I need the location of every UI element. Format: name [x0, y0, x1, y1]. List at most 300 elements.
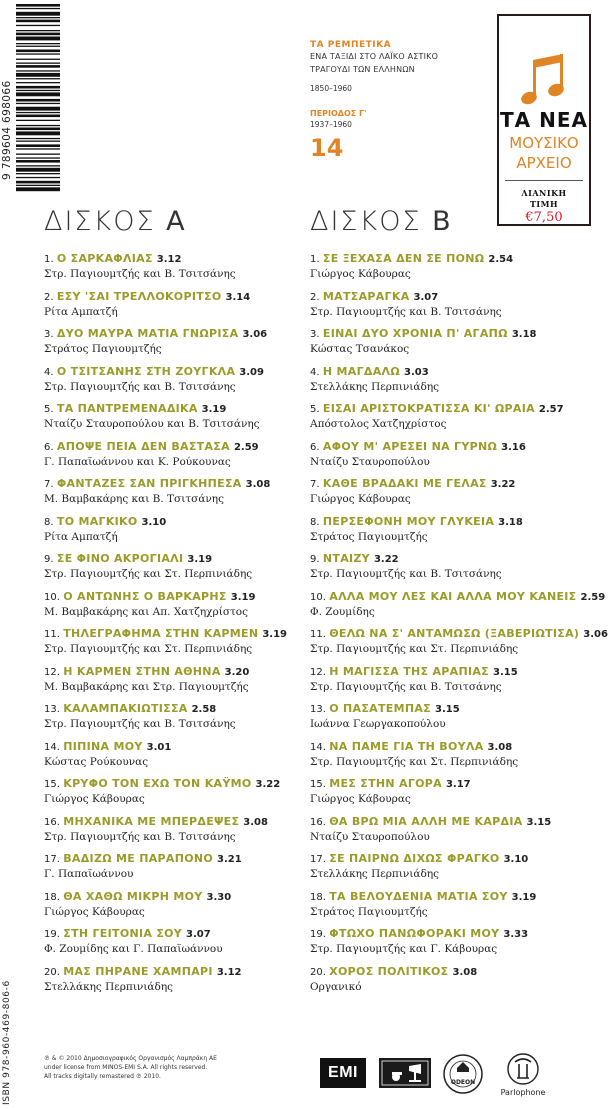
track-artist: Στρ. Παγιουμτζής και Β. Τσιτσάνης: [44, 268, 236, 280]
barcode-bar: [16, 25, 60, 26]
price-label-line2: ΤΙΜΗ: [529, 199, 559, 209]
track-duration: 3.22: [490, 479, 516, 490]
track-title: ΘΕΛΩ ΝΑ Σ' ΑΝΤΑΜΩΣΩ (ΞΑΒΕΡΙΩΤΙΣΑ): [329, 627, 580, 640]
track-artist: Στράτος Παγιουμτζής: [310, 905, 428, 918]
track-heading: [44, 815, 302, 830]
track-duration: 3.07: [413, 291, 439, 303]
track-number: 7.: [44, 479, 54, 490]
track-title: Η ΚΑΡΜΕΝ ΣΤΗΝ ΑΘΗΝΑ: [63, 664, 221, 678]
track-heading: [310, 627, 608, 642]
track-title: Ο ΣΑΡΚΑΦΛΙΑΣ: [56, 252, 153, 265]
track-duration: 2.59: [233, 441, 259, 453]
barcode-bar: [16, 177, 60, 178]
track-number: 1.: [44, 254, 54, 265]
track-heading: [310, 589, 606, 605]
track-number: 4.: [310, 366, 320, 378]
barcode-bar: [16, 92, 60, 96]
ta-nea-logo-box: [497, 14, 591, 226]
track-title: ΠΙΠΙΝΑ ΜΟΥ: [63, 739, 143, 753]
barcode-bar: [16, 148, 60, 149]
barcode-bar: [16, 12, 60, 16]
track-title: ΤΑ ΒΕΛΟΥΔΕΝΙΑ ΜΑΤΙΑ ΣΟΥ: [329, 889, 508, 903]
track-duration: 3.19: [262, 629, 288, 640]
track-duration: 3.18: [511, 329, 537, 340]
track-item: [44, 846, 302, 884]
track-duration: 3.17: [445, 779, 471, 790]
track-item: [44, 471, 302, 509]
track-artist: Κώστας Τσανάκος: [310, 343, 410, 355]
track-item: [310, 509, 600, 547]
track-artist: Στρ. Παγιουμτζής και Στ. Περπινιάδης: [310, 755, 519, 768]
track-number: 9.: [310, 554, 320, 565]
barcode-bar: [16, 99, 60, 102]
track-heading: [310, 665, 600, 680]
track-artist: Γιώργος Κάβουρας: [310, 493, 411, 505]
volume-number: 14: [310, 134, 344, 162]
track-heading: [310, 515, 600, 530]
track-heading: [310, 440, 600, 455]
track-title: ΦΑΝΤΑΖΕΣ ΣΑΝ ΠΡΙΓΚΗΠΕΣΑ: [56, 477, 242, 490]
track-number: 15.: [44, 779, 60, 790]
barcode-bar: [16, 103, 60, 104]
copyright-credits: [44, 1054, 294, 1081]
track-item: [310, 809, 600, 847]
track-artist: Ρίτα Αμπατζή: [44, 305, 118, 318]
disc-b-tracks: [310, 246, 608, 996]
track-number: 8.: [310, 516, 320, 528]
barcode-bar: [16, 185, 60, 186]
track-artist: Στρ. Παγιουμτζής και Β. Τσιτσάνης: [44, 830, 236, 843]
track-item: [310, 246, 600, 284]
track-number: 5.: [44, 404, 54, 415]
track-title: ΤΟ ΜΑΓΚΙΚΟ: [56, 514, 138, 528]
series-title: ΤΑ ΡΕΜΠΕΤΙΚΑ: [310, 40, 392, 50]
price-value: €7,50: [525, 210, 563, 225]
track-item: [44, 884, 302, 922]
track-heading: [44, 665, 302, 680]
track-number: 4.: [44, 366, 54, 378]
track-duration: 3.10: [141, 516, 167, 528]
barcode-bar: [16, 30, 60, 31]
odeon-logo-icon: [443, 1054, 483, 1094]
track-number: 14.: [310, 741, 326, 753]
track-artist: Νταίζυ Σταυροπούλου: [310, 830, 430, 843]
track-artist: Γιώργος Κάβουρας: [310, 268, 411, 280]
barcode-bar: [16, 187, 60, 191]
track-artist: Κώστας Ρούκουνας: [44, 755, 149, 768]
track-title: ΘΑ ΒΡΩ ΜΙΑ ΑΛΛΗ ΜΕ ΚΑΡΔΙΑ: [329, 814, 523, 828]
track-number: 19.: [44, 929, 60, 940]
track-item: [310, 696, 600, 734]
barcode-bar: [16, 46, 60, 47]
barcode-bar: [16, 82, 60, 83]
track-duration: 2.58: [191, 704, 217, 715]
track-item: [44, 809, 302, 847]
track-heading: [44, 327, 302, 342]
track-artist: Μ. Βαμβακάρης και Β. Τσιτσάνης: [44, 493, 224, 505]
track-heading: [44, 402, 302, 417]
barcode-bar: [16, 107, 60, 111]
track-heading: [44, 252, 302, 267]
barcode-bar: [16, 59, 60, 60]
track-heading: [44, 890, 302, 905]
track-title: ΣΕ ΠΑΙΡΝΩ ΔΙΧΩΣ ΦΡΑΓΚΟ: [329, 852, 500, 865]
track-heading: [310, 815, 600, 830]
track-duration: 3.19: [201, 404, 227, 415]
track-item: [44, 584, 302, 622]
track-artist: Στελλάκης Περπινιάδης: [310, 380, 440, 393]
track-duration: 3.09: [239, 366, 264, 378]
barcode-bar: [16, 112, 60, 113]
his-masters-voice-logo-icon: [379, 1058, 431, 1088]
track-artist: Φ. Ζουμίδης και Γ. Παπαϊωάννου: [44, 943, 223, 955]
track-title: Ο ΠΑΣΑΤΕΜΠΑΣ: [329, 702, 431, 715]
track-title: ΣΕ ΞΕΧΑΣΑ ΔΕΝ ΣΕ ΠΟΝΩ: [322, 252, 485, 265]
track-item: [310, 921, 600, 959]
track-item: [310, 959, 600, 997]
track-heading: [310, 552, 600, 567]
music-note-icon: [519, 52, 569, 108]
track-heading: [310, 252, 600, 267]
track-title: ΘΑ ΧΑΘΩ ΜΙΚΡΗ ΜΟΥ: [63, 889, 203, 903]
track-title: ΝΤΑΙΖΥ: [322, 552, 370, 565]
track-artist: Νταίζυ Σταυροπούλου και Β. Τσιτσάνης: [44, 418, 260, 430]
track-title: ΣΕ ΦΙΝΟ ΑΚΡΟΓΙΑΛΙ: [56, 552, 184, 565]
barcode-bar: [16, 73, 60, 77]
track-title: ΒΑΔΙΖΩ ΜΕ ΠΑΡΑΠΟΝΟ: [63, 852, 214, 865]
track-heading: [310, 402, 600, 417]
logo-name: ΤΑ ΝΕΑ: [500, 108, 588, 132]
track-heading: [44, 365, 302, 380]
track-artist: Μ. Βαμβακάρης και Απ. Χατζηχρίστος: [44, 605, 249, 618]
logo-subtitle-line1: ΜΟΥΣΙΚΟ: [509, 134, 579, 152]
track-heading: [310, 477, 600, 492]
track-artist: Γιώργος Κάβουρας: [44, 793, 145, 805]
track-heading: [310, 777, 600, 792]
track-title: Ο ΤΣΙΤΣΑΝΗΣ ΣΤΗ ΖΟΥΓΚΛΑ: [56, 364, 236, 378]
track-artist: Στρ. Παγιουμτζής και Β. Τσιτσάνης: [44, 380, 236, 393]
track-artist: Γ. Παπαϊωάννου και Κ. Ρούκουνας: [44, 455, 231, 468]
track-number: 6.: [44, 441, 54, 453]
credits-line1: ℗ & © 2010 Δημοσιογραφικός Οργανισμός Λαμπράκη ΑΕ: [44, 1055, 217, 1062]
track-number: 17.: [310, 854, 326, 865]
track-item: [310, 434, 600, 472]
track-artist: Ιωάννα Γεωργακοπούλου: [310, 718, 446, 730]
track-artist: Στρ. Παγιουμτζής και Β. Τσιτσάνης: [310, 305, 502, 318]
barcode-bar: [16, 63, 60, 64]
track-title: ΚΡΥΦΟ ΤΟΝ ΕΧΩ ΤΟΝ ΚΑΫΜΟ: [63, 777, 252, 790]
track-artist: Γ. Παπαϊωάννου: [44, 868, 134, 880]
series-header: [310, 40, 500, 161]
barcode-bar: [16, 141, 60, 142]
track-title: ΤΗΛΕΓΡΑΦΗΜΑ ΣΤΗΝ ΚΑΡΜΕΝ: [63, 627, 259, 640]
period-years: 1937–1960: [310, 120, 352, 129]
barcode-bar: [16, 4, 60, 7]
disc-b-heading: [310, 206, 600, 246]
track-number: 16.: [44, 816, 60, 828]
track-item: [44, 696, 302, 734]
track-item: [44, 546, 302, 584]
track-heading: [44, 552, 302, 567]
parlophone-label: Parlophone: [500, 1088, 546, 1097]
track-title: ΧΟΡΟΣ ΠΟΛΙΤΙΚΟΣ: [329, 964, 449, 978]
barcode-bar: [16, 157, 60, 158]
track-title: ΜΗΧΑΝΙΚΑ ΜΕ ΜΠΕΡΔΕΨΕΣ: [63, 814, 240, 828]
barcode-bar: [16, 154, 60, 155]
track-item: [44, 959, 302, 997]
track-title: ΜΕΣ ΣΤΗΝ ΑΓΟΡΑ: [329, 777, 442, 790]
track-number: 10.: [310, 591, 326, 603]
record-label-logos: [315, 1052, 595, 1102]
barcode-bar: [16, 43, 60, 44]
track-duration: 3.22: [255, 779, 281, 790]
track-duration: 3.21: [217, 854, 242, 865]
track-duration: 3.07: [186, 929, 211, 940]
track-duration: 3.10: [503, 854, 529, 865]
track-number: 13.: [44, 704, 60, 715]
track-heading: [310, 327, 600, 342]
barcode-bar: [16, 78, 60, 79]
barcode-bar: [16, 20, 60, 23]
barcode-bar: [16, 128, 60, 131]
price-label-line1: ΛΙΑΝΙΚΗ: [521, 188, 567, 198]
track-duration: 3.06: [583, 629, 608, 640]
track-artist: Οργανικό: [310, 980, 362, 993]
barcode-bar: [16, 165, 60, 166]
track-duration: 3.08: [452, 966, 478, 978]
track-title: ΕΙΝΑΙ ΔΥΟ ΧΡΟΝΙΑ Π' ΑΓΑΠΩ: [322, 327, 508, 340]
emi-logo: EMI: [320, 1058, 366, 1088]
track-heading: [44, 927, 302, 942]
track-heading: [310, 852, 600, 867]
track-artist: Στρ. Παγιουμτζής και Β. Τσιτσάνης: [44, 718, 236, 730]
track-title: ΚΑΛΑΜΠΑΚΙΩΤΙΣΣΑ: [63, 702, 188, 715]
track-item: [310, 621, 608, 659]
track-artist: Στρ. Παγιουμτζής και Β. Τσιτσάνης: [310, 680, 502, 693]
track-artist: Νταίζυ Σταυροπούλου: [310, 455, 430, 468]
barcode-bar: [16, 37, 60, 41]
track-number: 20.: [310, 966, 326, 978]
period-label: ΠΕΡΙΟΔΟΣ Γ': [310, 109, 367, 118]
barcode-bar: [16, 144, 60, 147]
track-heading: [44, 965, 302, 980]
track-number: 5.: [310, 404, 320, 415]
track-duration: 3.08: [243, 816, 268, 828]
series-subtitle-line1: ΕΝΑ ΤΑΞΙΔΙ ΣΤΟ ΛΑΪΚΟ ΑΣΤΙΚΟ: [310, 52, 439, 61]
track-item: [44, 771, 302, 809]
track-item: [310, 846, 600, 884]
track-duration: 3.18: [498, 516, 523, 528]
logo-subtitle-line2: ΑΡΧΕΙΟ: [516, 154, 572, 172]
track-number: 10.: [44, 591, 60, 603]
barcode-bar: [16, 115, 60, 118]
barcode-bar: [16, 86, 60, 89]
track-heading: [44, 740, 302, 755]
track-number: 1.: [310, 254, 320, 265]
track-duration: 3.19: [511, 891, 537, 903]
track-number: 3.: [44, 329, 54, 340]
track-item: [310, 359, 600, 397]
track-number: 11.: [310, 629, 326, 640]
barcode-bar: [16, 90, 60, 91]
track-duration: 3.30: [206, 891, 232, 903]
track-number: 6.: [310, 441, 320, 453]
track-heading: [44, 777, 302, 792]
track-title: Ο ΑΝΤΩΝΗΣ Ο ΒΑΡΚΑΡΗΣ: [63, 589, 227, 603]
track-number: 13.: [310, 704, 326, 715]
track-number: 12.: [44, 666, 60, 678]
barcode-bar: [16, 120, 60, 121]
track-heading: [310, 290, 600, 305]
track-artist: Στράτος Παγιουμτζής: [310, 530, 428, 543]
barcode-bar: [16, 160, 60, 163]
track-heading: [44, 290, 302, 305]
track-title: ΑΠΟΨΕ ΠΕΙΑ ΔΕΝ ΒΑΣΤΑΣΑ: [56, 439, 230, 453]
track-item: [44, 284, 302, 322]
track-artist: Στελλάκης Περπινιάδης: [310, 868, 440, 880]
barcode-bar: [16, 138, 60, 139]
track-duration: 3.15: [493, 666, 518, 678]
barcode-bar: [16, 65, 60, 68]
track-duration: 2.57: [538, 404, 564, 415]
logo-area: [499, 16, 589, 174]
price-divider: [505, 180, 583, 181]
track-item: [310, 884, 600, 922]
track-title: ΦΤΩΧΟ ΠΑΝΩΦΟΡΑΚΙ ΜΟΥ: [329, 927, 500, 940]
track-duration: 3.16: [501, 441, 526, 453]
track-number: 14.: [44, 741, 60, 753]
disc-a-tracklist: [44, 206, 302, 996]
track-number: 19.: [310, 929, 326, 940]
disc-b-tracklist: [310, 206, 608, 996]
barcode-bars: [16, 0, 60, 196]
parlophone-logo: [493, 1052, 553, 1100]
barcode-bar: [16, 168, 60, 172]
barcode-bar: [16, 181, 60, 184]
track-item: [44, 921, 302, 959]
track-artist: Στράτος Παγιουμτζής: [44, 343, 162, 355]
track-artist: Γιώργος Κάβουρας: [44, 905, 145, 918]
track-title: ΚΑΘΕ ΒΡΑΔΑΚΙ ΜΕ ΓΕΛΑΣ: [322, 477, 487, 490]
track-duration: 3.12: [156, 254, 182, 265]
track-artist: Στρ. Παγιουμτζής και Γ. Κάβουρας: [310, 943, 498, 955]
track-number: 18.: [44, 891, 60, 903]
track-item: [44, 246, 302, 284]
disc-a-tracks: [44, 246, 302, 996]
track-item: [310, 659, 600, 697]
track-heading: [310, 702, 600, 717]
track-heading: [44, 590, 302, 605]
track-duration: 3.03: [404, 366, 429, 378]
track-item: [44, 359, 302, 397]
track-artist: Στρ. Παγιουμτζής και Στ. Περπινιάδης: [310, 643, 519, 655]
track-number: 3.: [310, 329, 320, 340]
track-number: 12.: [310, 666, 326, 678]
track-duration: 3.08: [487, 741, 513, 753]
track-duration: 3.22: [373, 554, 399, 565]
track-heading: [310, 740, 600, 755]
track-artist: Γιώργος Κάβουρας: [310, 793, 411, 805]
track-heading: [44, 702, 302, 717]
track-heading: [44, 627, 302, 642]
track-artist: Στρ. Παγιουμτζής και Στ. Περπινιάδης: [44, 568, 253, 580]
track-title: ΑΛΛΑ ΜΟΥ ΛΕΣ ΚΑΙ ΑΛΛΑ ΜΟΥ ΚΑΝΕΙΣ: [329, 589, 577, 603]
track-duration: 3.33: [503, 929, 529, 940]
track-artist: Απόστολος Χατζηχρίστος: [310, 418, 447, 430]
track-number: 8.: [44, 516, 54, 528]
track-title: ΕΙΣΑΙ ΑΡΙΣΤΟΚΡΑΤΙΣΣΑ ΚΙ' ΩΡΑΙΑ: [322, 402, 535, 415]
track-item: [44, 621, 302, 659]
track-item: [44, 734, 302, 772]
track-duration: 2.54: [488, 254, 514, 265]
track-item: [310, 584, 606, 622]
barcode: [0, 0, 60, 196]
series-subtitle-line2: ΤΡΑΓΟΥΔΙ ΤΩΝ ΕΛΛΗΝΩΝ: [310, 65, 415, 74]
track-item: [310, 734, 600, 772]
track-artist: Ρίτα Αμπατζή: [44, 530, 118, 543]
barcode-digits: 9 789604 698066: [1, 80, 13, 180]
track-item: [44, 659, 302, 697]
track-duration: 3.12: [216, 966, 242, 978]
track-number: 2.: [310, 291, 320, 303]
track-number: 20.: [44, 966, 60, 978]
track-heading: [310, 927, 600, 942]
parlophone-emblem-icon: [493, 1052, 553, 1086]
track-number: 17.: [44, 854, 60, 865]
track-duration: 3.06: [242, 329, 268, 340]
series-years: 1850–1960: [310, 84, 352, 93]
disc-a-heading: [44, 206, 302, 246]
track-artist: Στελλάκης Περπινιάδης: [44, 980, 174, 993]
disc-a-letter: Α: [166, 206, 187, 237]
track-duration: 3.19: [230, 591, 256, 603]
barcode-bar: [16, 33, 60, 36]
track-artist: Φ. Ζουμίδης: [310, 605, 375, 618]
track-item: [310, 546, 600, 584]
isbn: ISBN 978-960-469-806-6: [2, 980, 12, 1105]
track-title: ΝΑ ΠΑΜΕ ΓΙΑ ΤΗ ΒΟΥΛΑ: [329, 739, 484, 753]
track-title: ΣΤΗ ΓΕΙΤΟΝΙΑ ΣΟΥ: [63, 927, 183, 940]
track-duration: 3.15: [434, 704, 460, 715]
track-title: ΜΑΤΣΑΡΑΓΚΑ: [322, 289, 410, 303]
track-item: [310, 396, 600, 434]
track-duration: 3.19: [187, 554, 213, 565]
track-heading: [310, 965, 600, 980]
track-item: [310, 771, 600, 809]
credits-line3: All tracks digitally remastered ℗ 2010.: [44, 1073, 161, 1080]
track-duration: 2.59: [580, 591, 606, 603]
track-item: [44, 396, 302, 434]
track-duration: 3.14: [225, 291, 251, 303]
track-title: Η ΜΑΓΙΣΣΑ ΤΗΣ ΑΡΑΠΙΑΣ: [329, 664, 489, 678]
track-number: 15.: [310, 779, 326, 790]
track-number: 2.: [44, 291, 54, 303]
credits-line2: under license from MINOS-EMI S.A. All rights reserved.: [44, 1064, 208, 1071]
track-heading: [310, 890, 600, 905]
track-number: 18.: [310, 891, 326, 903]
disc-b-word: ΔΙΣΚΟΣ: [310, 206, 422, 237]
track-artist: Μ. Βαμβακάρης και Στρ. Παγιουμτζής: [44, 680, 249, 693]
barcode-bar: [16, 173, 60, 174]
track-title: ΕΣΥ 'ΣΑΙ ΤΡΕΛΛΟΚΟΡΙΤΣΟ: [56, 289, 222, 303]
disc-a-word: ΔΙΣΚΟΣ: [44, 206, 156, 237]
barcode-bar: [16, 50, 60, 53]
track-duration: 3.01: [146, 741, 172, 753]
track-heading: [44, 477, 302, 492]
barcode-bar: [16, 131, 60, 135]
barcode-bar: [16, 8, 60, 9]
odeon-label: ODEON: [450, 1079, 476, 1086]
